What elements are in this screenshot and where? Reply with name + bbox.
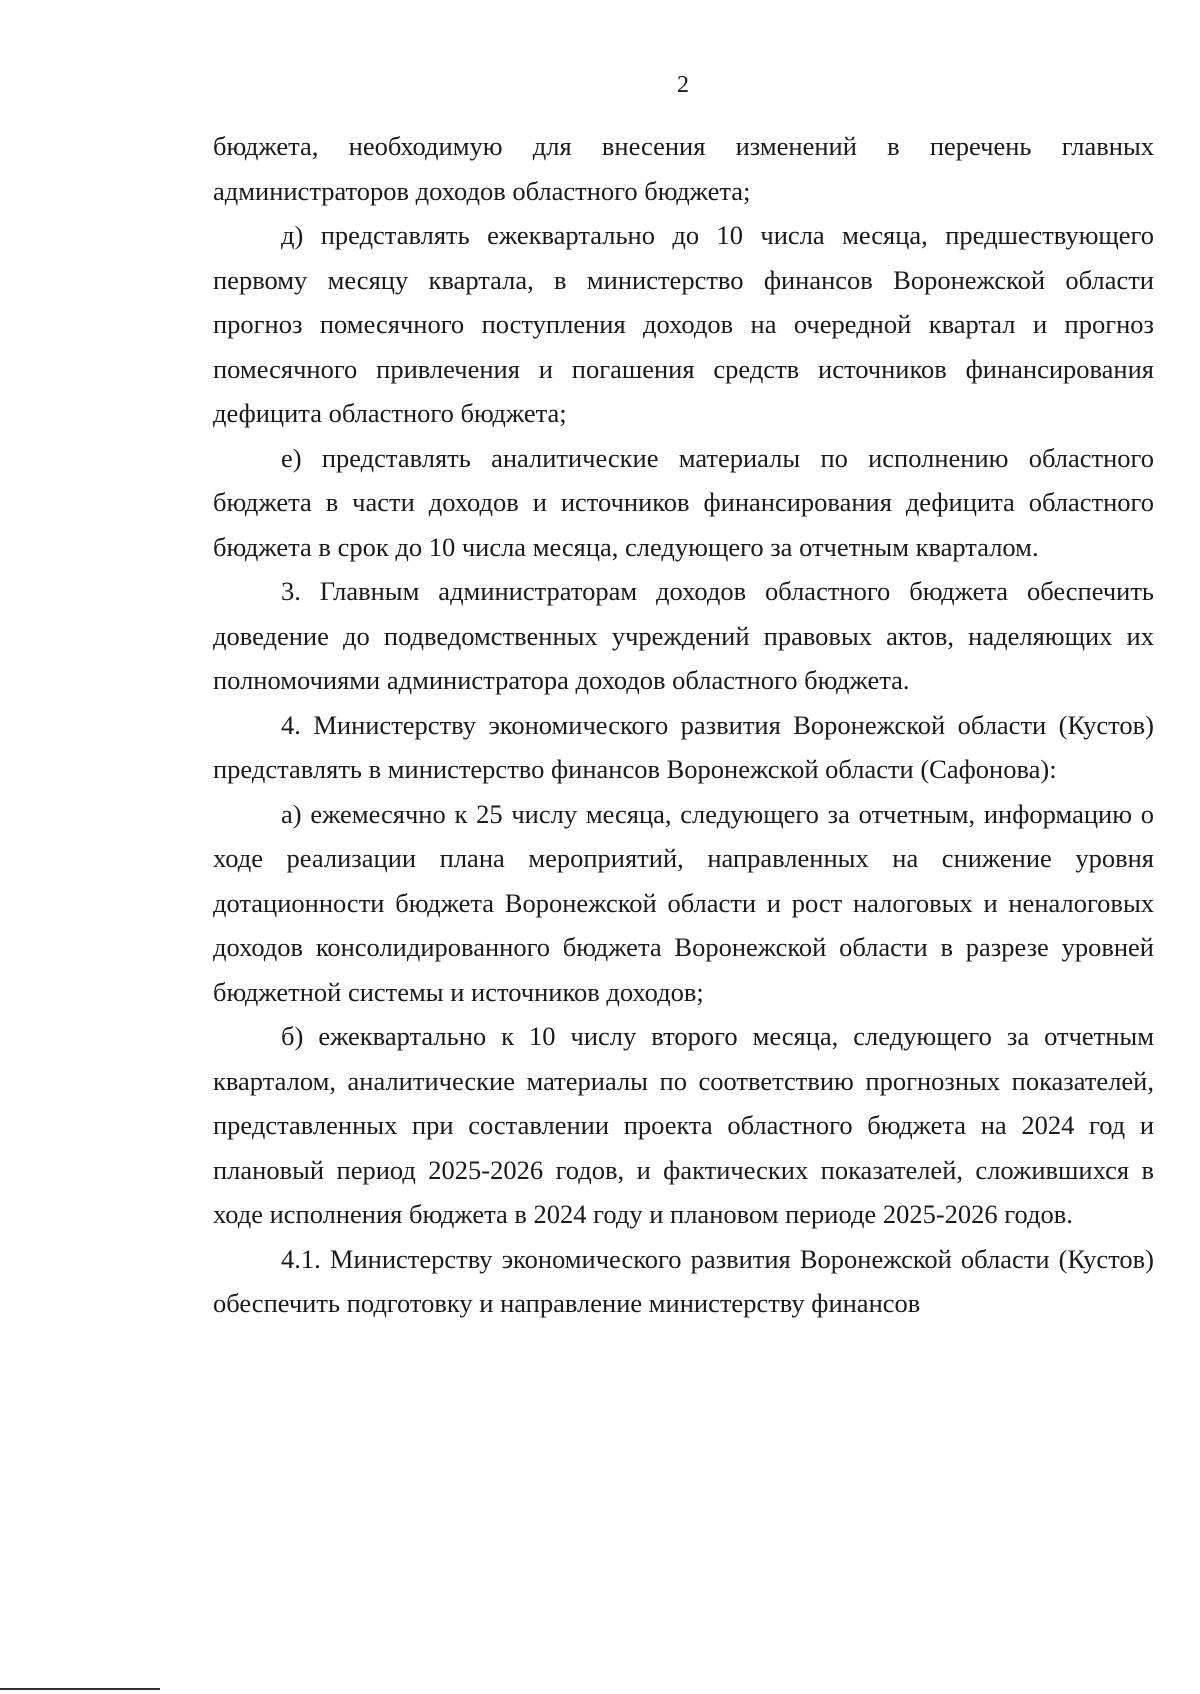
paragraph-item-4: 4. Министерству экономического развития Воронежской области (Кустов) представлять в министерство финансов Воронежской области (Сафонова):	[213, 709, 1154, 784]
footer-rule	[0, 1688, 160, 1690]
paragraph-item-4b: б) ежеквартально к 10 числу второго месяца, следующего за отчетным кварталом, аналитические материалы по соответствию прогнозных показателей, представленных при составлении проекта областного бюджета на 2024 год и плановый период 2025-2026 годов, и фактических показателей, сложившихся в ходе исполнения бюджета в 2024 году и плановом периоде 2025-2026 годов.	[213, 1021, 1154, 1229]
paragraph-item-e: е) представлять аналитические материалы по исполнению областного бюджета в части доходов и источников финансирования дефицита областного бюджета в срок до 10 числа месяца, следующего за отчетным кварталом.	[213, 442, 1154, 562]
paragraph-continuation: бюджета, необходимую для внесения изменений в перечень главных администраторов доходов областного бюджета;	[213, 131, 1154, 206]
page-number: 2	[677, 72, 689, 98]
paragraph-item-3: 3. Главным администраторам доходов областного бюджета обеспечить доведение до подведомственных учреждений правовых актов, наделяющих их полномочиями администратора доходов областного бюджета.	[213, 576, 1154, 695]
paragraph-item-4a: а) ежемесячно к 25 числу месяца, следующего за отчетным, информацию о ходе реализации плана мероприятий, направленных на снижение уровня дотационности бюджета Воронежской области и рост налоговых и неналоговых доходов консолидированного бюджета Воронежской области в разрезе уровней бюджетной системы и источников доходов;	[213, 798, 1154, 1007]
document-body	[213, 124, 1154, 1326]
paragraph-item-d: д) представлять ежеквартально до 10 числа месяца, предшествующего первому месяцу квартала, в министерство финансов Воронежской области прогноз помесячного поступления доходов на очередной квартал и прогноз помесячного привлечения и погашения средств источников финансирования дефицита областного бюджета;	[213, 220, 1154, 428]
paragraph-item-4-1: 4.1. Министерству экономического развития Воронежской области (Кустов) обеспечить подготовку и направление министерству финансов	[213, 1243, 1154, 1318]
